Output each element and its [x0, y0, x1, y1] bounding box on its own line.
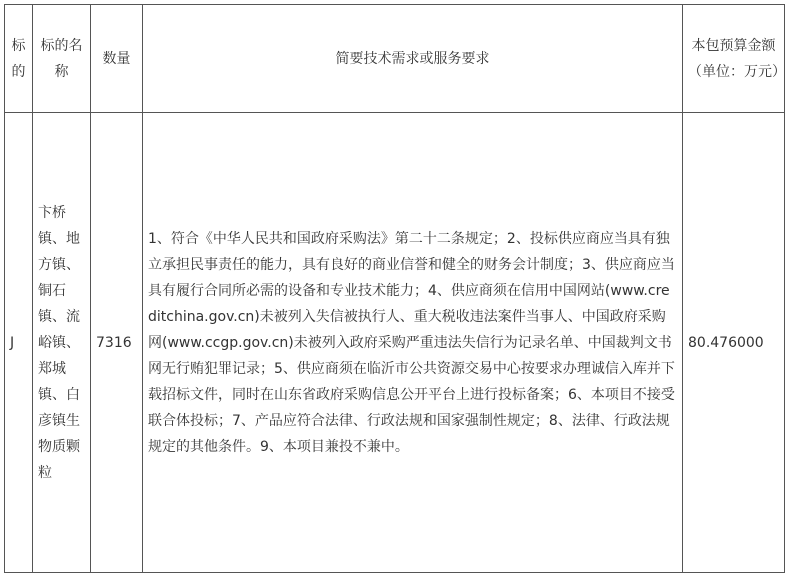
- cell-budget: 80.476000: [683, 113, 785, 573]
- cell-qty: 7316: [91, 113, 143, 573]
- cell-requirements: 1、符合《中华人民共和国政府采购法》第二十二条规定；2、投标供应商应当具有独立承担民事责任的能力，具有良好的商业信誉和健全的财务会计制度；3、供应商应当具有履行合同所必需的设备和专业技术能力；4、供应商须在信用中国网站(www.creditchina.gov.cn)未被列入失信被执行人、重大税收违法案件当事人、中国政府采购网(www.ccgp.gov.cn)未被列入政府采购严重违法失信行为记录名单、中国裁判文书网无行贿犯罪记录；5、供应商须在临沂市公共资源交易中心按要求办理诚信入库并下载招标文件，同时在山东省政府采购信息公开平台上进行投标备案；6、本项目不接受联合体投标；7、产品应符合法律、行政法规和国家强制性规定；8、法律、行政法规规定的其他条件。9、本项目兼投不兼中。: [143, 113, 683, 573]
- header-requirements: 简要技术需求或服务要求: [143, 5, 683, 113]
- header-row: [5, 5, 785, 113]
- header-name: 标的名称: [33, 5, 91, 113]
- header-budget: 本包预算金额（单位：万元）: [683, 5, 785, 113]
- header-qty: 数量: [91, 5, 143, 113]
- procurement-table: [4, 4, 785, 573]
- cell-name: 卞桥镇、地方镇、铜石镇、流峪镇、郑城镇、白彦镇生物质颗粒: [33, 113, 91, 573]
- header-bid: 标的: [5, 5, 33, 113]
- cell-bid: J: [5, 113, 33, 573]
- table-row: [5, 113, 785, 573]
